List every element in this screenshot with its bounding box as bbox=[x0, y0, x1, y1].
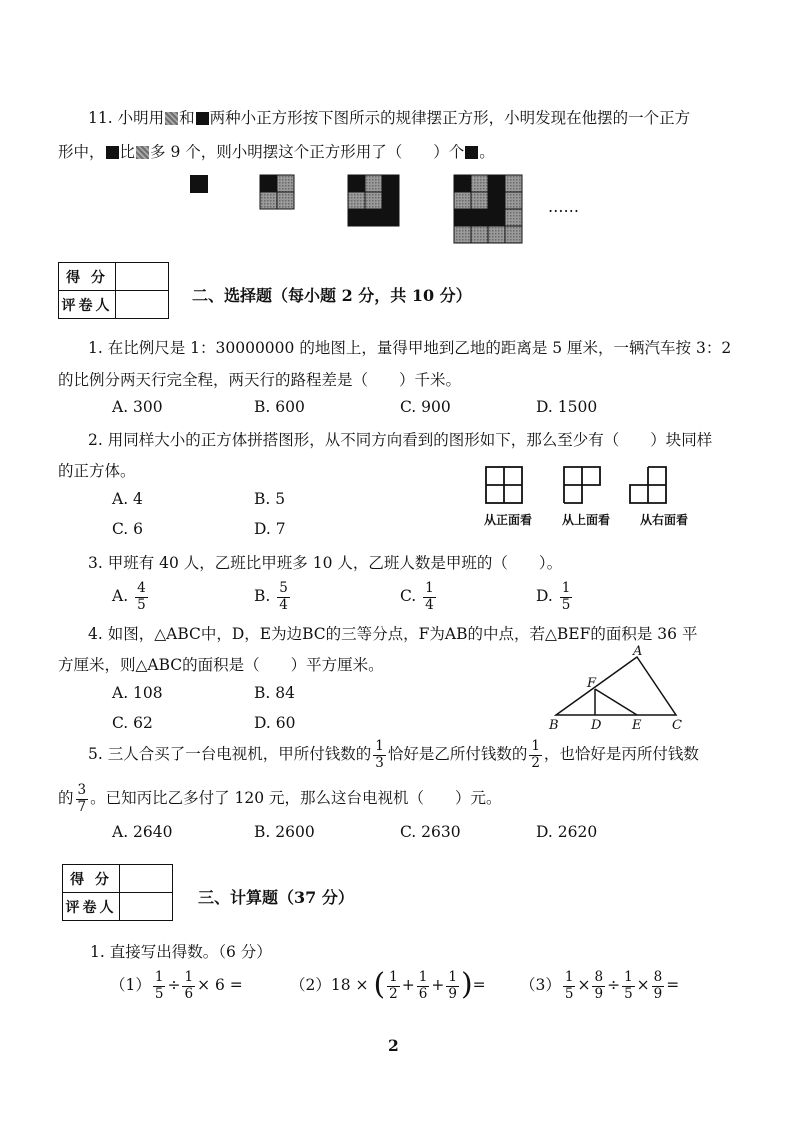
label-point-f: F bbox=[587, 676, 597, 691]
s2-q4-option-a[interactable]: A. 108 bbox=[112, 684, 163, 702]
grader-label: 评卷人 bbox=[59, 291, 116, 319]
s2-q2-option-b[interactable]: B. 5 bbox=[254, 490, 286, 508]
top-view-caption: 从上面看 bbox=[561, 513, 610, 527]
s3-q1-title: 1. 直接写出得数。（6 分） bbox=[90, 943, 272, 961]
fraction: $\frac{4}{5}$ bbox=[137, 580, 146, 613]
pattern-step-4 bbox=[454, 175, 522, 243]
s2-q5-option-b[interactable]: B. 2600 bbox=[254, 823, 315, 841]
s2-q5-option-d[interactable]: D. 2620 bbox=[536, 823, 598, 841]
s2-q3-option-d[interactable]: D. $\frac{1}{5}$ bbox=[536, 580, 571, 613]
s2-q2-line2: 的正方体。 bbox=[58, 462, 136, 480]
fraction: $\frac{3}{7}$ bbox=[77, 782, 87, 815]
s3-expression-2: （2）18 × ( $\frac{1}{2}$ + $\frac{1}{6}$ + $\frac{1}{9}$ )= bbox=[290, 967, 486, 1002]
fraction: $\frac{1}{3}$ bbox=[375, 738, 384, 771]
q11-pattern-figure bbox=[180, 170, 560, 248]
label-point-d: D bbox=[591, 718, 602, 733]
label-point-c: C bbox=[672, 718, 682, 733]
s2-q3-line: 3. 甲班有 40 人，乙班比甲班多 10 人，乙班人数是甲班的（ ）。 bbox=[88, 554, 563, 572]
s2-q5-line1: 5. 三人合买了一台电视机，甲所付钱数的 $\frac{1}{3}$ 恰好是乙所付钱数的 $\frac{1}{2}$ ，也恰好是丙所付钱数 bbox=[88, 738, 699, 771]
fraction: $\frac{8}{9}$ bbox=[653, 969, 663, 1002]
q11-line1: 11. 小明用 和 两种小正方形按下图所示的规律摆正方形，小明发现在他摆的一个正方 bbox=[88, 109, 691, 127]
label-point-b: B bbox=[549, 718, 559, 733]
pattern-step-1 bbox=[190, 175, 208, 193]
s2-q1-option-d[interactable]: D. 1500 bbox=[536, 398, 598, 416]
fraction: $\frac{1}{5}$ bbox=[564, 969, 574, 1002]
s2-q2-line1: 2. 用同样大小的正方体拼搭图形，从不同方向看到的图形如下，那么至少有（ ）块同样 bbox=[88, 431, 713, 449]
gray-square-icon bbox=[165, 112, 178, 125]
fraction: $\frac{1}{4}$ bbox=[425, 580, 434, 613]
fraction: $\frac{1}{6}$ bbox=[418, 969, 428, 1002]
fraction: $\frac{1}{5}$ bbox=[154, 969, 164, 1002]
s2-q3-option-b[interactable]: B. $\frac{5}{4}$ bbox=[254, 580, 288, 613]
left-paren: ( bbox=[373, 967, 386, 1002]
pattern-step-3 bbox=[348, 175, 399, 226]
grader-cell[interactable] bbox=[120, 893, 173, 921]
s2-q2-option-d[interactable]: D. 7 bbox=[254, 520, 286, 538]
fraction: $\frac{1}{6}$ bbox=[184, 969, 194, 1002]
triangle-abc-figure bbox=[540, 645, 690, 735]
s3-expression-3: （3） $\frac{1}{5}$ × $\frac{8}{9}$ ÷ $\frac{1}{5}$ × $\frac{8}{9}$ = bbox=[520, 969, 680, 1002]
black-square-icon bbox=[106, 146, 119, 159]
s2-q5-option-c[interactable]: C. 2630 bbox=[400, 823, 461, 841]
fraction: $\frac{1}{5}$ bbox=[561, 580, 571, 613]
s2-q5-line2: 的 $\frac{3}{7}$ 。已知丙比乙多付了 120 元，那么这台电视机（ ）元。 bbox=[58, 782, 502, 815]
fraction: $\frac{1}{5}$ bbox=[624, 969, 633, 1002]
fraction: $\frac{1}{2}$ bbox=[389, 969, 398, 1002]
score-box-section3 bbox=[62, 864, 173, 921]
grader-label: 评卷人 bbox=[63, 893, 120, 921]
right-view bbox=[630, 467, 666, 503]
fraction: $\frac{5}{4}$ bbox=[279, 580, 288, 613]
section2-title: 二、选择题（每小题 2 分，共 10 分） bbox=[192, 286, 472, 305]
right-paren: ) bbox=[460, 967, 473, 1002]
right-view-caption: 从右面看 bbox=[639, 513, 688, 527]
s2-q2-option-c[interactable]: C. 6 bbox=[112, 520, 144, 538]
page-number: 2 bbox=[388, 1036, 399, 1055]
section3-title: 三、计算题（37 分） bbox=[198, 888, 354, 907]
grader-cell[interactable] bbox=[116, 291, 169, 319]
s2-q1-option-c[interactable]: C. 900 bbox=[400, 398, 451, 416]
fraction: $\frac{1}{2}$ bbox=[531, 738, 540, 771]
s2-q1-option-b[interactable]: B. 600 bbox=[254, 398, 305, 416]
fraction: $\frac{1}{9}$ bbox=[448, 969, 457, 1002]
top-view bbox=[564, 467, 600, 503]
black-square-icon bbox=[465, 146, 478, 159]
q11-line2: 形中， 比 多 9 个，则小明摆这个正方形用了（ ）个 。 bbox=[58, 143, 495, 161]
s2-q4-option-c[interactable]: C. 62 bbox=[112, 714, 153, 732]
score-cell[interactable] bbox=[120, 865, 173, 893]
label-point-a: A bbox=[633, 645, 643, 659]
s2-q1-option-a[interactable]: A. 300 bbox=[112, 398, 163, 416]
s2-q4-line1: 4. 如图，△ABC中，D，E为边BC的三等分点，F为AB的中点，若△BEF的面积是 36 平 bbox=[88, 625, 698, 643]
label-point-e: E bbox=[632, 718, 642, 733]
s2-q4-option-d[interactable]: D. 60 bbox=[254, 714, 296, 732]
front-view bbox=[486, 467, 522, 503]
s2-q3-option-a[interactable]: A. $\frac{4}{5}$ bbox=[112, 580, 146, 613]
pattern-step-2 bbox=[260, 175, 294, 209]
s3-expression-1: （1） $\frac{1}{5}$ ÷ $\frac{1}{6}$ × 6 = bbox=[110, 969, 243, 1002]
score-box-section2 bbox=[58, 262, 169, 319]
black-square-icon bbox=[196, 112, 209, 125]
s2-q3-option-c[interactable]: C. $\frac{1}{4}$ bbox=[400, 580, 434, 613]
s2-q1-line1: 1. 在比例尺是 1：30000000 的地图上，量得甲地到乙地的距离是 5 厘米，一辆汽车按 3：2 bbox=[88, 339, 732, 357]
s2-q4-option-b[interactable]: B. 84 bbox=[254, 684, 295, 702]
score-label: 得 分 bbox=[59, 263, 116, 291]
score-cell[interactable] bbox=[116, 263, 169, 291]
s2-q1-line2: 的比例分两天行完全程，两天行的路程差是（ ）千米。 bbox=[58, 371, 462, 389]
fraction: $\frac{8}{9}$ bbox=[594, 969, 604, 1002]
q2-views-figure bbox=[476, 462, 706, 510]
gray-square-icon bbox=[136, 146, 149, 159]
s2-q5-option-a[interactable]: A. 2640 bbox=[112, 823, 173, 841]
score-label: 得 分 bbox=[63, 865, 120, 893]
front-view-caption: 从正面看 bbox=[483, 513, 532, 527]
q11-ellipsis: …… bbox=[548, 198, 579, 216]
s2-q4-line2: 方厘米，则△ABC的面积是（ ）平方厘米。 bbox=[58, 656, 384, 674]
s2-q2-option-a[interactable]: A. 4 bbox=[112, 490, 143, 508]
